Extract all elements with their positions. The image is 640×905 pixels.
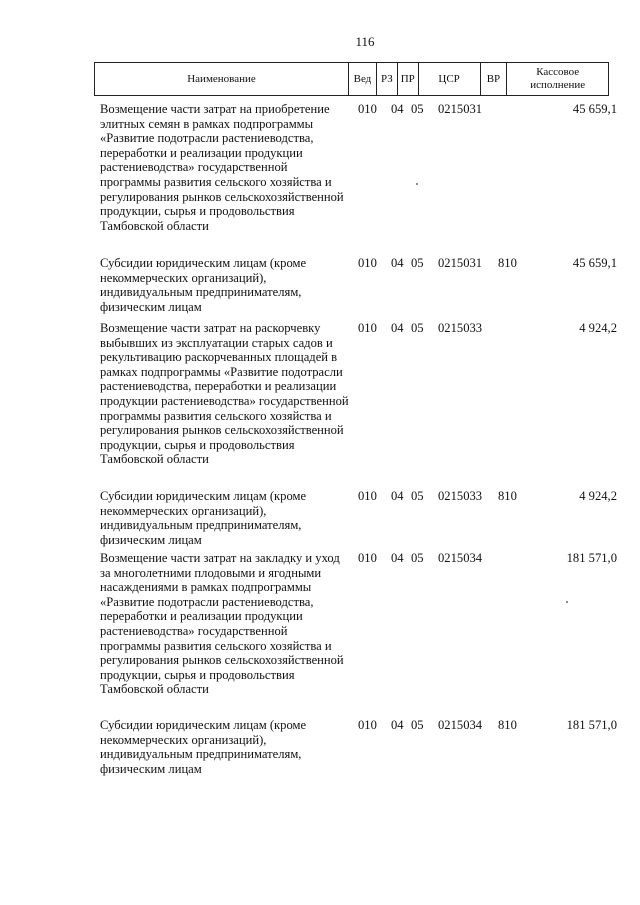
header-pr: ПР <box>398 63 419 95</box>
row-sum: 181 571,0 <box>566 551 617 565</box>
row-name: Субсидии юридическим лицам (кроме некоммерческих организаций), индивидуальным предпринимателям, физическим лицам <box>100 718 307 776</box>
row-ved: 010 <box>358 102 377 116</box>
row-sum: 4 924,2 <box>579 489 617 503</box>
row-sum: 45 659,1 <box>572 256 617 270</box>
header-csr: ЦСР <box>419 63 481 95</box>
row-csr: 0215034 <box>438 718 483 732</box>
header-sum: Кассовое исполнение <box>530 66 586 91</box>
row-name: Возмещение части затрат на приобретение элитных семян в рамках подпрограммы «Развитие подотрасли растениеводства, переработки и реализации продукции растениеводства» государственной программы развития сельского хозяйства и регулирования рынков сельскохозяйственной продукции, сырья и продовольствия Тамбовской области <box>100 102 344 233</box>
row-ved: 010 <box>358 256 377 270</box>
row-pr: 05 <box>411 102 424 116</box>
row-rz: 04 <box>391 489 404 503</box>
scan-speck <box>566 601 568 603</box>
row-rz: 04 <box>391 256 404 270</box>
row-pr: 05 <box>411 718 424 732</box>
header-name: Наименование <box>95 63 349 95</box>
header-vr: ВР <box>481 63 508 95</box>
row-pr: 05 <box>411 256 424 270</box>
row-sum: 181 571,0 <box>566 718 617 732</box>
row-name: Возмещение части затрат на закладку и уход за многолетними плодовыми и ягодными насаждениями в рамках подпрограммы «Развитие подотрасли растениеводства, переработки и реализации продукции растениеводства» государственной программы развития сельского хозяйства и регулирования рынков сельскохозяйственной продукции, сырья и продовольствия Тамбовской области <box>100 551 344 697</box>
row-name: Возмещение части затрат на раскорчевку выбывших из эксплуатации старых садов и рекультивацию раскорчеванных площадей в рамках подпрограммы «Развитие подотрасли растениеводства, переработки и реализации продукции растениеводства» государственной программы развития сельского хозяйства и регулирования рынков сельскохозяйственной продукции, сырья и продовольствия Тамбовской области <box>100 321 349 467</box>
row-sum: 45 659,1 <box>572 102 617 116</box>
row-ved: 010 <box>358 489 377 503</box>
row-csr: 0215034 <box>438 551 483 565</box>
row-csr: 0215031 <box>438 256 483 270</box>
row-vr: 810 <box>498 489 517 503</box>
row-pr: 05 <box>411 551 424 565</box>
row-ved: 010 <box>358 551 377 565</box>
row-ved: 010 <box>358 718 377 732</box>
row-name: Субсидии юридическим лицам (кроме некоммерческих организаций), индивидуальным предпринимателям, физическим лицам <box>100 489 307 547</box>
table-header <box>94 62 609 96</box>
row-csr: 0215033 <box>438 489 483 503</box>
row-rz: 04 <box>391 551 404 565</box>
row-pr: 05 <box>411 489 424 503</box>
page-number: 116 <box>355 34 375 49</box>
row-ved: 010 <box>358 321 377 335</box>
header-ved: Вед <box>349 63 377 95</box>
row-sum: 4 924,2 <box>579 321 617 335</box>
row-name: Субсидии юридическим лицам (кроме некоммерческих организаций), индивидуальным предпринимателям, физическим лицам <box>100 256 307 314</box>
row-vr: 810 <box>498 256 517 270</box>
row-rz: 04 <box>391 321 404 335</box>
row-rz: 04 <box>391 718 404 732</box>
header-rz: РЗ <box>377 63 398 95</box>
row-vr: 810 <box>498 718 517 732</box>
row-csr: 0215033 <box>438 321 483 335</box>
row-rz: 04 <box>391 102 404 116</box>
scan-speck <box>416 183 418 185</box>
row-csr: 0215031 <box>438 102 483 116</box>
row-pr: 05 <box>411 321 424 335</box>
